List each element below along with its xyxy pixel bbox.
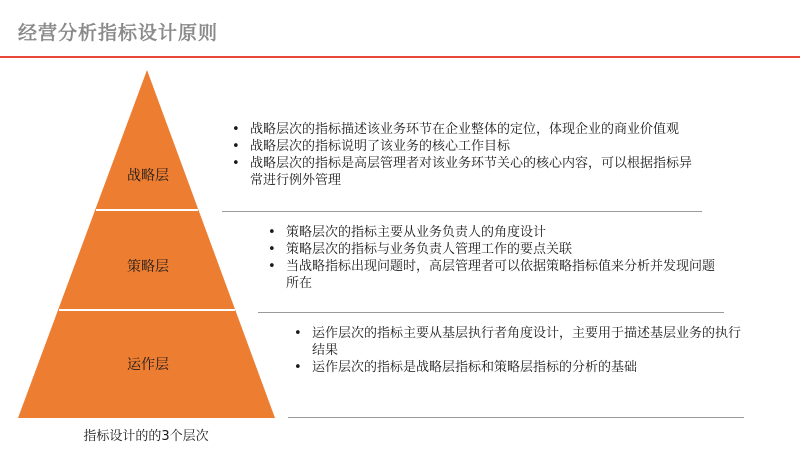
section-separator — [222, 211, 702, 212]
operational-bullets — [290, 325, 748, 376]
bullet-item: • 战略层次的指标说明了该业务的核心工作目标 — [228, 138, 702, 155]
bullet-item: • 策略层次的指标与业务负责人管理工作的要点关联 — [264, 241, 724, 258]
tactical-bullets — [264, 224, 724, 292]
layer-label-operational: 运作层 — [127, 357, 169, 373]
strategic-bullets — [228, 121, 702, 189]
page-title: 经营分析指标设计原则 — [18, 22, 219, 44]
bullet-item: • 运作层次的指标主要从基层执行者角度设计，主要用于描述基层业务的执行结果 — [290, 325, 748, 359]
section-separator — [258, 312, 724, 313]
bullet-item: • 战略层次的指标是高层管理者对该业务环节关心的核心内容，可以根据指标异常进行例外管理 — [228, 155, 702, 189]
pyramid-caption: 指标设计的的3个层次 — [83, 429, 209, 444]
section-separator — [288, 417, 744, 418]
bullet-item: • 运作层次的指标是战略层指标和策略层指标的分析的基础 — [290, 359, 748, 376]
layer-label-tactical: 策略层 — [127, 259, 169, 275]
layer-label-strategic: 战略层 — [127, 168, 169, 184]
bullet-item: • 当战略指标出现问题时，高层管理者可以依据策略指标值来分析并发现问题所在 — [264, 258, 724, 292]
bullet-item: • 策略层次的指标主要从业务负责人的角度设计 — [264, 224, 724, 241]
bullet-item: • 战略层次的指标描述该业务环节在企业整体的定位，体现企业的商业价值观 — [228, 121, 702, 138]
